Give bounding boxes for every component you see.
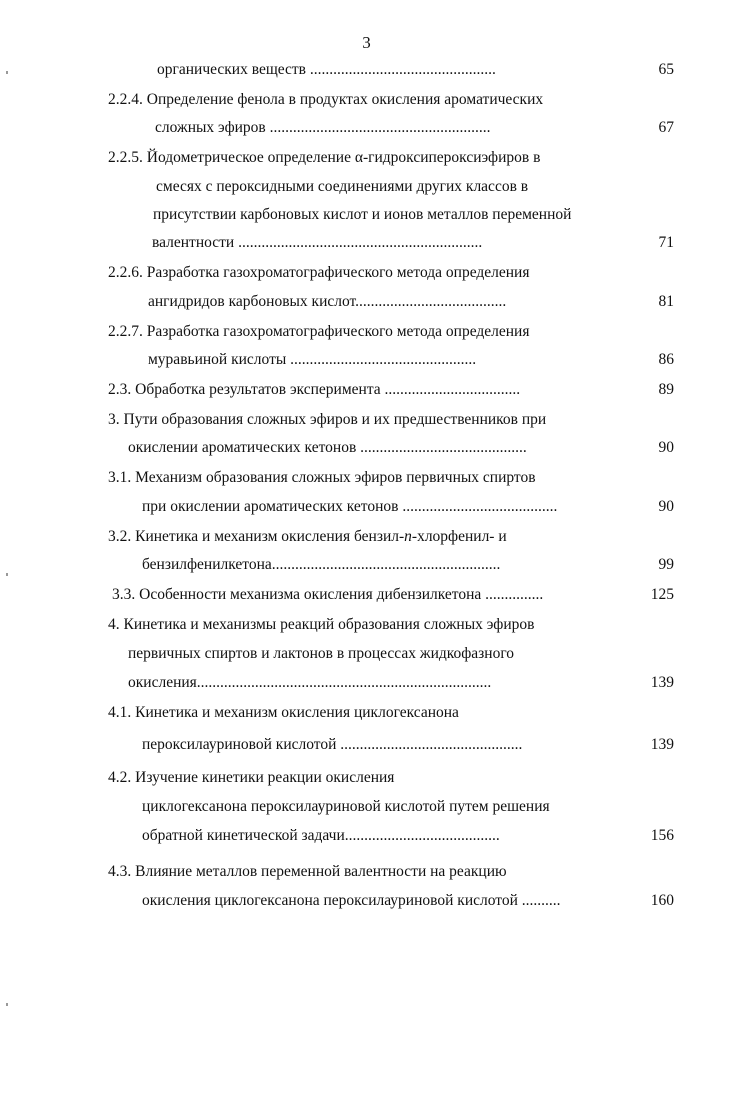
toc-page: 71: [658, 234, 674, 251]
toc-page: 139: [650, 674, 674, 691]
toc-line: 4.3. Влияние металлов переменной валентности на реакцию: [108, 863, 507, 880]
toc-page: 81: [658, 293, 674, 310]
toc-line: пероксилауриновой кислотой ...............................................: [142, 736, 523, 753]
toc-line: обратной кинетической задачи........................................: [142, 827, 500, 844]
toc-line: бензилфенилкетона...........................................................: [142, 556, 501, 573]
page-number: 3: [362, 33, 371, 52]
toc-page: 89: [658, 381, 674, 398]
toc-page: 125: [650, 586, 674, 603]
toc-page: 90: [658, 439, 674, 456]
toc-line: присутствии карбоновых кислот и ионов металлов переменной: [153, 206, 572, 223]
toc-line: валентности ...............................................................: [152, 234, 483, 251]
toc-line: 4.2. Изучение кинетики реакции окисления: [108, 769, 395, 786]
scan-speck: [6, 71, 8, 74]
scan-speck: [6, 1003, 8, 1006]
toc-line: 2.2.5. Йодометрическое определение α-гидроксипероксиэфиров в: [108, 149, 541, 166]
toc-line: муравьиной кислоты ................................................: [148, 351, 477, 368]
toc-page: 90: [658, 498, 674, 515]
toc-line-suffix: -хлорфенил- и: [411, 528, 507, 545]
toc-line: 2.2.6. Разработка газохроматографического метода определения: [108, 264, 530, 281]
toc-page: 65: [658, 61, 674, 78]
toc-line: 2.2.4. Определение фенола в продуктах окисления ароматических: [108, 91, 544, 108]
toc-line: 4.1. Кинетика и механизм окисления циклогексанона: [108, 704, 459, 721]
scan-speck: [6, 573, 8, 576]
toc-line: при окислении ароматических кетонов ........................................: [142, 498, 558, 515]
toc-page: 99: [658, 556, 674, 573]
toc-page: 160: [650, 892, 674, 909]
toc-line: окислении ароматических кетонов ...........................................: [128, 439, 527, 456]
toc-line: сложных эфиров .........................................................: [155, 119, 491, 136]
toc-page: 156: [650, 827, 674, 844]
toc-line: 2.3. Обработка результатов эксперимента ...................................: [108, 381, 521, 398]
toc-line: [108, 527, 507, 547]
toc-page: 67: [658, 119, 674, 136]
toc-line: циклогексанона пероксилауриновой кислотой путем решения: [142, 798, 550, 815]
toc-line: 3.3. Особенности механизма окисления дибензилкетона ...............: [112, 586, 544, 603]
toc-line-prefix: 3.2. Кинетика и механизм окисления бензил-: [108, 528, 405, 545]
toc-line: окисления............................................................................: [128, 674, 492, 691]
toc-line: смесях с пероксидными соединениями других классов в: [156, 178, 529, 195]
toc-line: 3. Пути образования сложных эфиров и их предшественников при: [108, 411, 547, 428]
toc-page: 139: [650, 736, 674, 753]
toc-line: первичных спиртов и лактонов в процессах жидкофазного: [128, 645, 515, 662]
toc-line: 3.1. Механизм образования сложных эфиров первичных спиртов: [108, 469, 536, 486]
toc-line: 4. Кинетика и механизмы реакций образования сложных эфиров: [108, 616, 535, 633]
toc-line: ангидридов карбоновых кислот.......................................: [148, 293, 507, 310]
toc-line: органических веществ ................................................: [157, 61, 496, 78]
toc-line: окисления циклогексанона пероксилауриновой кислотой ..........: [142, 892, 561, 909]
toc-line: 2.2.7. Разработка газохроматографического метода определения: [108, 323, 530, 340]
toc-page: 86: [658, 351, 674, 368]
toc-line-italic: п: [404, 528, 412, 545]
